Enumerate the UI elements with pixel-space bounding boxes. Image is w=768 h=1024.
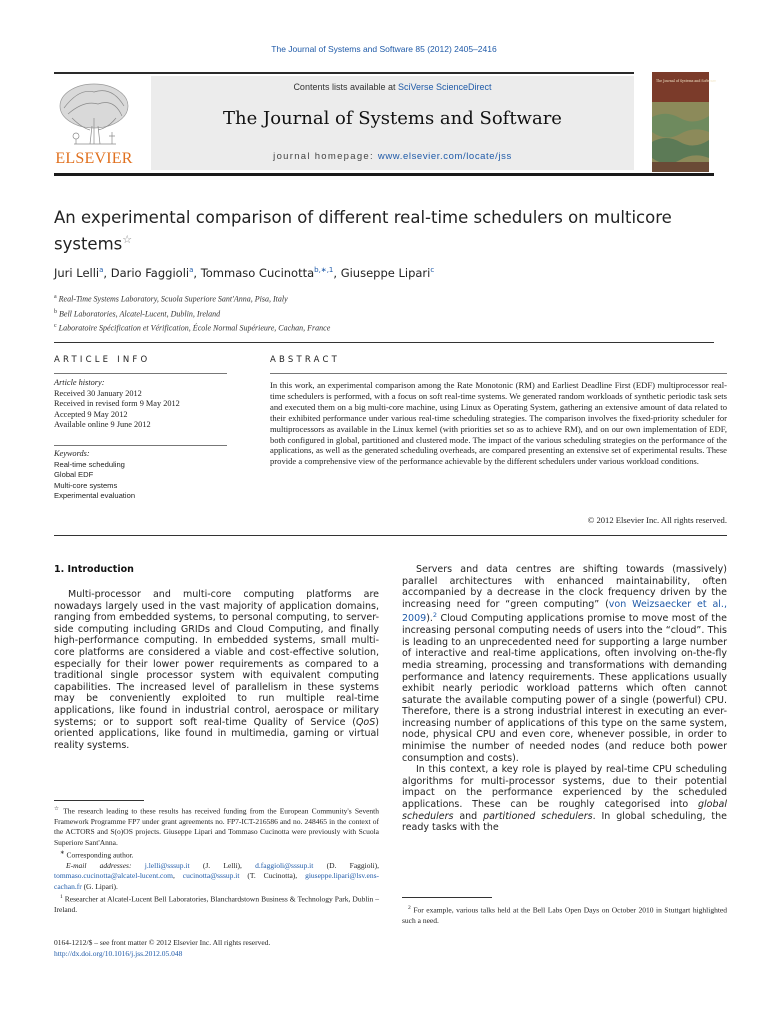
email-owner: (J. Lelli),	[189, 861, 256, 871]
email-owner: (G. Lipari).	[81, 881, 118, 891]
abstract-text: In this work, an experimental comparison among the Rate Monotonic (RM) and Earliest Deadline First (EDF) multiprocessor real-time schedulers is performed, with a focus on soft real-time systems. We generated random workloads of synthetic periodic task sets and executed them on a big multi-core machine, using Linux as Operating System, gathering an extensive amount of data related to their exhibited performance under various real-time scheduling strategies. The comparison involves the fixed-priority scheduler for multiprocessors as available in the Linux kernel (with priorities set so as to achieve RM), and on our own implementation of EDF, both configured in global, partitioned and clustered mode. The impact of the various scheduling strategies on the performance of the applications, as well as the generated scheduling overheads, are compared presenting an extensive set of experimental results. These provide a comprehensive view of the performance achievable by the different schedulers under various workload conditions.	[270, 380, 727, 467]
body-column-left	[54, 589, 379, 751]
footnotes-right	[402, 903, 727, 926]
email-label: E-mail addresses:	[66, 861, 132, 871]
author-sep: ,	[333, 266, 341, 280]
body-column-right	[402, 564, 727, 834]
journal-title: The Journal of Systems and Software	[223, 108, 562, 129]
paragraph-text: Multi-processor and multi-core computing platforms are nowadays largely used in the vast majority of application domains, ranging from embedded systems, to personal computing, to server-side computing including GRIDs and Cloud Computing, and finally high-performance computing. In embedded systems, small multi-core platforms are considered a viable and cost-effective solution, especially for their lower power requirements as compared to a traditional single processor system with equivalent computing capabilities. The increased level of parallelism in these systems may be conveniently exploited to run multiple real-time applications, like found in industrial control, aerospace or military systems; or to support soft real-time Quality of Service (	[54, 589, 379, 728]
author-name: Dario Faggioli	[110, 266, 190, 280]
author-affil-mark[interactable]: c	[430, 266, 435, 275]
article-info-rule	[54, 373, 227, 374]
front-matter	[54, 937, 454, 959]
history-item: Received in revised form 9 May 2012	[54, 399, 180, 409]
footnote	[54, 848, 379, 861]
cover-title: The Journal of Systems and Software	[656, 79, 717, 83]
history-item: Available online 9 June 2012	[54, 420, 151, 430]
front-rule	[54, 342, 714, 343]
contents-line	[151, 82, 634, 92]
footnote-text: The research leading to these results has received funding from the European Community's Seventh Framework Programme FP7 under grant agreements no. FP7-ICT-216586 and no. 248465 in the context of the ACTORS and S(o)OS projects. Giuseppe Lipari and Tommaso Cucinotta were previously with Scuola Superiore Sant'Anna.	[54, 806, 379, 847]
footnote	[402, 903, 727, 926]
paragraph-text: ).	[426, 613, 433, 625]
abstract-rule	[270, 373, 727, 374]
abstract-bottom-rule	[54, 535, 727, 536]
paragraph	[402, 764, 727, 834]
author-name: Juri Lelli	[54, 266, 100, 280]
paragraph-text: . In global scheduling, the ready tasks with the	[402, 810, 727, 834]
author-sep: ,	[103, 266, 111, 280]
citation-link[interactable]: von Weizsaecker et al., 2009	[402, 598, 727, 625]
keyword: Global EDF	[54, 470, 94, 480]
email-link[interactable]: j.lelli@sssup.it	[144, 861, 190, 871]
banner-bottom-rule	[54, 173, 714, 176]
history-item: Accepted 9 May 2012	[54, 409, 128, 419]
emphasis-term: partitioned schedulers	[483, 810, 593, 822]
journal-citation[interactable]: The Journal of Systems and Software 85 (2012) 2405–2416	[271, 44, 497, 54]
author-affil-mark[interactable]: a	[99, 266, 104, 275]
paragraph	[402, 564, 727, 764]
keywords-label: Keywords:	[54, 449, 90, 458]
contents-prefix: Contents lists available at	[293, 82, 398, 92]
article-title-text: An experimental comparison of different real-time schedulers on multicore systems	[54, 208, 672, 254]
footnote	[54, 892, 379, 915]
publisher-logo-text: ELSEVIER	[55, 150, 133, 167]
footnote-link[interactable]: 2	[432, 611, 438, 620]
footnote-mark: ☆	[54, 806, 61, 812]
footnote-mark: ∗	[60, 850, 65, 857]
abstract-heading: ABSTRACT	[270, 355, 341, 365]
copyright: © 2012 Elsevier Inc. All rights reserved.	[587, 515, 727, 525]
title-footnote-mark[interactable]: ☆	[122, 233, 133, 246]
footnote-mark: 1	[60, 894, 63, 901]
emphasis-term: global schedulers	[402, 799, 727, 822]
affiliation-mark: c	[54, 323, 57, 330]
email-link[interactable]: cucinotta@sssup.it	[182, 871, 240, 881]
history-label: Article history:	[54, 378, 105, 387]
footnote-text: Researcher at Alcatel-Lucent Bell Laboratories, Blanchardstown Business & Technology Park, Dublin – Ireland.	[54, 894, 379, 915]
footnote	[54, 804, 379, 848]
header-rule	[54, 72, 634, 74]
paragraph-text: In this context, a key role is played by real-time CPU scheduling algorithms for multi-processor systems, due to their potential impact on the performance experienced by the scheduled applications. These can be roughly categorised into	[402, 764, 727, 811]
affiliation	[54, 291, 714, 306]
history-item: Received 30 January 2012	[54, 388, 142, 398]
homepage-prefix: journal homepage:	[273, 151, 378, 162]
footnotes-left	[54, 804, 379, 916]
affiliation	[54, 320, 714, 335]
homepage-link[interactable]: www.elsevier.com/locate/jss	[377, 151, 512, 162]
qos-term: QoS	[355, 716, 376, 728]
affiliation-mark: b	[54, 308, 57, 315]
affiliation-text: Laboratoire Spécification et Vérification, École Normal Supérieure, Cachan, France	[58, 323, 331, 333]
footnote-rule-left	[54, 800, 144, 801]
author-affil-mark[interactable]: a	[189, 266, 194, 275]
paragraph-text: Servers and data centres are shifting towards (massively) parallel architectures with enhanced maintainability, often accompanied by a decrease in the clock frequency driven by the increasing need for “green computing” (	[402, 564, 727, 610]
affiliation	[54, 306, 714, 321]
affiliation-text: Bell Laboratories, Alcatel-Lucent, Dublin, Ireland	[59, 309, 221, 319]
article-info-heading: ARTICLE INFO	[54, 355, 151, 365]
sciencedirect-link[interactable]: SciVerse ScienceDirect	[398, 82, 492, 92]
issn-line: 0164-1212/$ – see front matter © 2012 Elsevier Inc. All rights reserved.	[54, 938, 271, 947]
paragraph-text: ) oriented applications, like found in multimedia, gaming or virtual reality systems.	[54, 716, 379, 751]
author-name: Giuseppe Lipari	[340, 266, 431, 280]
keyword: Real-time scheduling	[54, 459, 125, 469]
email-owner: (T. Cucinotta),	[239, 871, 298, 881]
paragraph	[54, 589, 379, 751]
journal-cover-image	[652, 72, 717, 172]
email-link[interactable]: giuseppe.lipari@lsv.ens-cachan.fr	[54, 871, 379, 891]
footnote-mark: 2	[408, 905, 411, 911]
affiliation-text: Real-Time Systems Laboratory, Scuola Superiore Sant'Anna, Pisa, Italy	[58, 294, 288, 304]
email-link[interactable]: d.faggioli@sssup.it	[255, 861, 314, 871]
keyword: Multi-core systems	[54, 480, 118, 490]
journal-homepage	[151, 151, 634, 162]
email-owner: ,	[172, 871, 183, 881]
section-heading: 1. Introduction	[54, 564, 134, 575]
keyword: Experimental evaluation	[54, 491, 136, 501]
author-sep: ,	[193, 266, 201, 280]
doi-link[interactable]: http://dx.doi.org/10.1016/j.jss.2012.05.048	[54, 949, 183, 958]
footnote-emails	[54, 861, 379, 892]
author-affil-mark[interactable]: b,∗,1	[314, 266, 334, 275]
footnote-text: For example, various talks held at the Bell Labs Open Days on October 2010 in Stuttgart highlighted such a need.	[402, 905, 727, 925]
footnote-rule-right	[402, 897, 492, 898]
author-list	[54, 266, 714, 280]
email-link[interactable]: tommaso.cucinotta@alcatel-lucent.com	[54, 871, 173, 881]
paragraph-text: and	[453, 810, 484, 822]
paragraph-text: Cloud Computing applications promise to move most of the increasing personal computing needs of users into the “cloud”. This is leading to an unprecedented need for supporting a large number of interactive and real-time applications, often involving on-the-fly media streaming, processing and transformations with demanding performance and latency requirements. These applications usually exhibit nearly periodic workload patterns which often cannot saturate the available computing power of a single (powerful) CPU. Therefore, there is a strong industrial interest in executing an ever-increasing number of applications of this type on the same system, node, physical CPU and even core, whenever possible, in order to minimise the number of needed nodes (and reduce both power consumption and costs).	[402, 613, 727, 764]
affiliations	[54, 291, 714, 335]
author-name: Tommaso Cucinotta	[200, 266, 315, 280]
keywords-rule	[54, 445, 227, 446]
keywords	[54, 449, 229, 502]
email-owner: (D. Faggioli),	[313, 861, 380, 871]
footnote-text: Corresponding author.	[64, 850, 134, 860]
article-title	[54, 207, 714, 256]
article-history	[54, 378, 229, 431]
affiliation-mark: a	[54, 294, 57, 300]
